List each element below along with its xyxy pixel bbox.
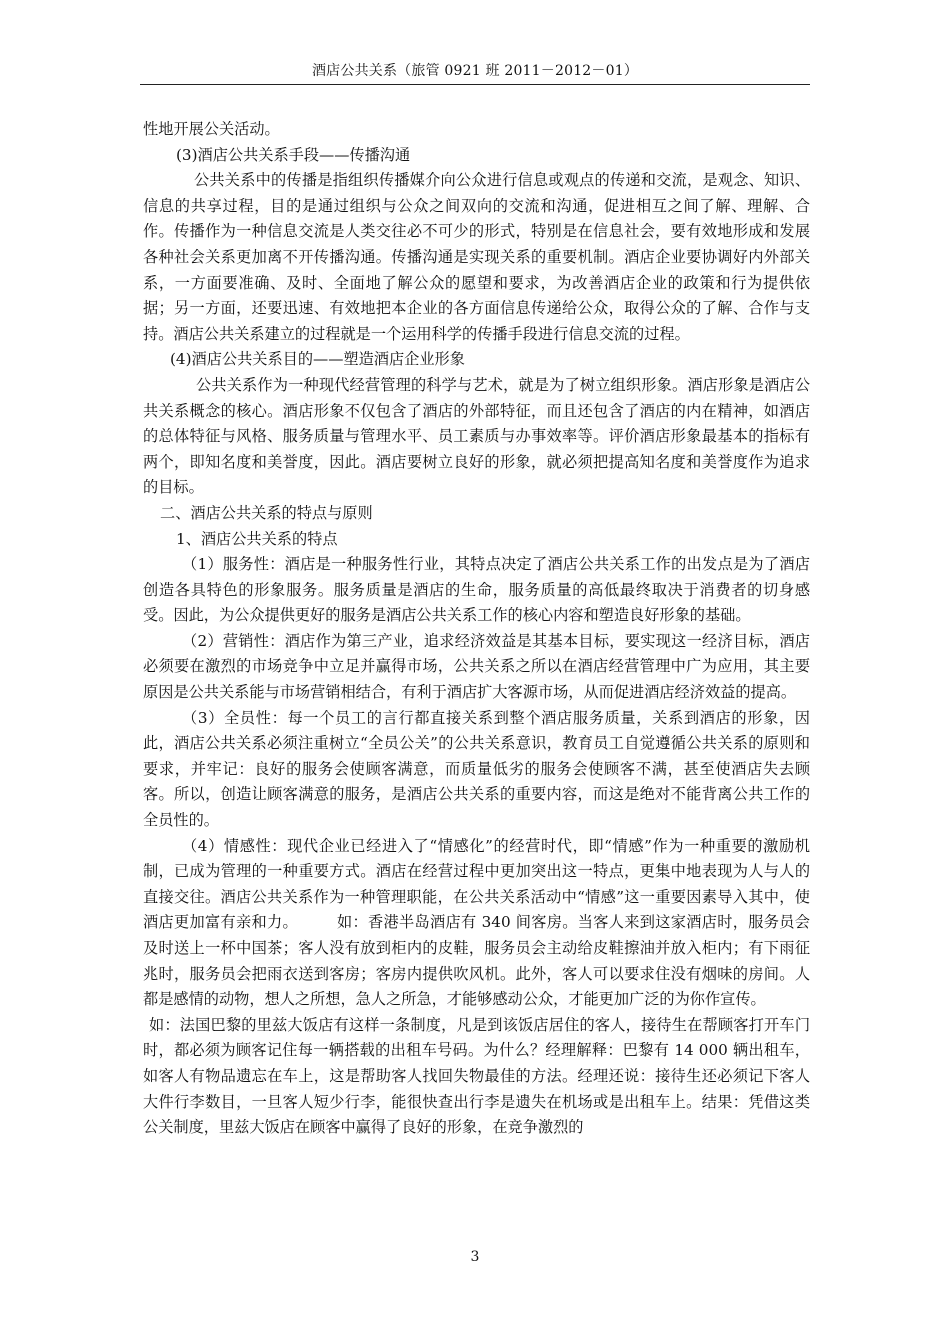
body-paragraph: （2）营销性：酒店作为第三产业，追求经济效益是其基本目标，要实现这一经济目标，酒店必须要在激烈的市场竞争中立足并赢得市场，公共关系之所以在酒店经营管理中广为应用，其主要原因是公共关系能与市场营销相结合，有利于酒店扩大客源市场，从而促进酒店经济效益的提高。	[143, 631, 810, 702]
page-number: 3	[470, 1249, 480, 1265]
body-paragraph: (4)酒店公共关系目的——塑造酒店企业形象	[170, 350, 465, 369]
body-paragraph: 二、酒店公共关系的特点与原则	[160, 503, 373, 522]
body-paragraph: 如：法国巴黎的里兹大饭店有这样一条制度，凡是到该饭店居住的客人，接待生在帮顾客打开车门时，都必须为顾客记住每一辆搭载的出租车号码。为什么？经理解释：巴黎有 14 000 辆出租车，如客人有物品遗忘在车上，这是帮助客人找回失物最佳的方法。经理还说：接待生还必须记下客人大件行李数目，一旦客人短少行李，能很快查出行李是遗失在机场或是出租车上。结果：凭借这类公关制度，里兹大饭店在顾客中赢得了良好的形象，在竞争激烈的	[143, 1015, 810, 1137]
body-paragraph: 公共关系中的传播是指组织传播媒介向公众进行信息或观点的传递和交流，是观念、知识、信息的共享过程，目的是通过组织与公众之间双向的交流和沟通，促进相互之间了解、理解、合作。传播作为一种信息交流是人类交往必不可少的形式，特别是在信息社会，要有效地形成和发展各种社会关系更加离不开传播沟通。传播沟通是实现关系的重要机制。酒店企业要协调好内外部关系，一方面要准确、及时、全面地了解公众的愿望和要求，为改善酒店企业的政策和行为提供依据；另一方面，还要迅速、有效地把本企业的各方面信息传递给公众，取得公众的了解、合作与支持。酒店公共关系建立的过程就是一个运用科学的传播手段进行信息交流的过程。	[143, 171, 810, 343]
body-paragraph: （4）情感性：现代企业已经进入了“情感化”的经营时代，即“情感”作为一种重要的激励机制，已成为管理的一种重要方式。酒店在经营过程中更加突出这一特点，更集中地表现为人与人的直接交往。酒店公共关系作为一种管理职能，在公共关系活动中“情感”这一重要因素导入其中，使酒店更加富有亲和力。 如：香港半岛酒店有 340 间客房。当客人来到这家酒店时，服务员会及时送上一杯中国茶；客人没有放到柜内的皮鞋，服务员会主动给皮鞋擦油并放入柜内；有下雨征兆时，服务员会把雨衣送到客房；客房内提供吹风机。此外，客人可以要求住没有烟味的房间。人都是感情的动物，想人之所想，急人之所急，才能够感动公众，才能更加广泛的为你作宣传。	[143, 836, 810, 1009]
body-paragraph: 1、酒店公共关系的特点	[176, 529, 338, 548]
body-paragraph: （3）全员性：每一个员工的言行都直接关系到整个酒店服务质量，关系到酒店的形象，因此，酒店公共关系必须注重树立“全员公关”的公共关系意识，教育员工自觉遵循公共关系的原则和要求，并牢记：良好的服务会使顾客满意，而质量低劣的服务会使顾客不满，甚至使酒店失去顾客。所以，创造让顾客满意的服务，是酒店公共关系的重要内容，而这是绝对不能背离公共工作的全员性的。	[143, 708, 810, 830]
body-paragraph: 公共关系作为一种现代经营管理的科学与艺术，就是为了树立组织形象。酒店形象是酒店公共关系概念的核心。酒店形象不仅包含了酒店的外部特征，而且还包含了酒店的内在精神，如酒店的总体特征与风格、服务质量与管理水平、员工素质与办事效率等。评价酒店形象最基本的指标有两个，即知名度和美誉度，因此。酒店要树立良好的形象，就必须把提高知名度和美誉度作为追求的目标。	[143, 375, 810, 497]
header-divider	[140, 84, 810, 85]
running-header: 酒店公共关系（旅管 0921 班 2011－2012－01）	[311, 63, 639, 79]
body-paragraph: (3)酒店公共关系手段——传播沟通	[176, 145, 411, 164]
body-paragraph: 性地开展公关活动。	[143, 120, 280, 138]
body-paragraph: （1）服务性：酒店是一种服务性行业，其特点决定了酒店公共关系工作的出发点是为了酒店创造各具特色的形象服务。服务质量是酒店的生命，服务质量的高低最终取决于消费者的切身感受。因此，为公众提供更好的服务是酒店公共关系工作的核心内容和塑造良好形象的基础。	[143, 555, 810, 625]
document-body	[143, 117, 810, 1141]
